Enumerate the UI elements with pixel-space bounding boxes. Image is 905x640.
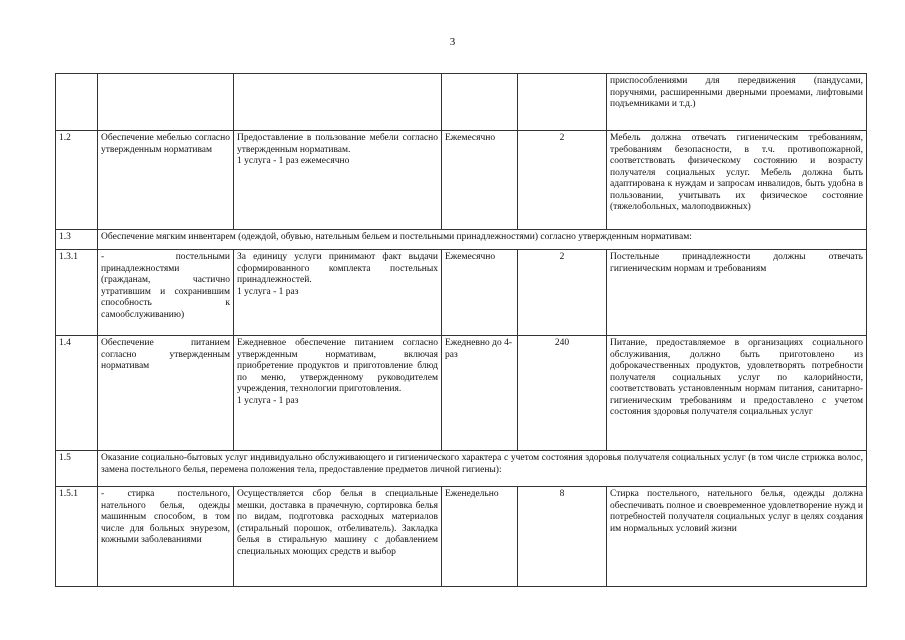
row-number: 1.2: [56, 131, 98, 230]
section-heading: Оказание социально-бытовых услуг индивидуально обслуживающего и гигиенического характера с учетом состояния здоровья получателя социальных услуг (в том числе стрижка волос, замена постельного белья, перемена положения тела, предоставление предметов личной гигиены):: [98, 451, 867, 487]
row-number: 1.4: [56, 336, 98, 451]
row-number: [56, 74, 98, 131]
row-number: 1.5.1: [56, 487, 98, 587]
row-number: 1.5: [56, 451, 98, 487]
quality-indicator: приспособлениями для передвижения (пандусами, поручнями, расширенными дверными проемами, лифтовыми подъемниками и т.д.): [607, 74, 867, 131]
service-content: [234, 74, 442, 131]
service-name: Обеспечение питанием согласно утвержденным нормативам: [98, 336, 234, 451]
service-name: [98, 74, 234, 131]
row-number: 1.3.1: [56, 250, 98, 336]
service-period: Ежемесячно: [442, 131, 518, 230]
table-row: [56, 74, 867, 131]
service-volume: 8: [518, 487, 607, 587]
quality-indicator: Постельные принадлежности должны отвечать гигиеническим нормам и требованиям: [607, 250, 867, 336]
services-table: [55, 73, 867, 587]
section-heading: Обеспечение мягким инвентарем (одеждой, обувью, нательным бельем и постельными принадлежностями) согласно утвержденным нормативам:: [98, 230, 867, 250]
service-volume: 240: [518, 336, 607, 451]
table-row: [56, 230, 867, 250]
service-period: Еженедельно: [442, 487, 518, 587]
service-content: Осуществляется сбор белья в специальные мешки, доставка в прачечную, сортировка белья по видам, подготовка расходных материалов (стиральный порошок, отбеливатель). Закладка белья в стиральную машину с добавлением специальных моющих средств и выбор: [234, 487, 442, 587]
table-row: [56, 336, 867, 451]
quality-indicator: Питание, предоставляемое в организациях социального обслуживания, должно быть приготовлено из доброкачественных продуктов, удовлетворять потребности получателя социальных услуг по калорийности, соответствовать установленным нормам питания, санитарно-гигиеническим требованиям и предоставлено с учетом состояния здоровья получателя социальных услуг: [607, 336, 867, 451]
service-volume: 2: [518, 250, 607, 336]
row-number: 1.3: [56, 230, 98, 250]
table-row: [56, 250, 867, 336]
service-volume: [518, 74, 607, 131]
service-period: [442, 74, 518, 131]
service-name: - стирка постельного, нательного белья, одежды машинным способом, в том числе для больных энурезом, кожными заболеваниями: [98, 487, 234, 587]
service-content: За единицу услуги принимают факт выдачи сформированного комплекта постельных принадлежностей. 1 услуга - 1 раз: [234, 250, 442, 336]
service-period: Ежедневно до 4-раз: [442, 336, 518, 451]
service-content: Ежедневное обеспечение питанием согласно утвержденным нормативам, включая приобретение продуктов и приготовление блюд по меню, утвержденному руководителем учреждения, технологии приготовления. 1 услуга - 1 раз: [234, 336, 442, 451]
table-row: [56, 451, 867, 487]
service-name: Обеспечение мебелью согласно утвержденным нормативам: [98, 131, 234, 230]
page-number: 3: [449, 36, 456, 48]
service-name: - постельными принадлежностями (гражданам, частично утратившим и сохранившим способность к самообслуживанию): [98, 250, 234, 336]
quality-indicator: Стирка постельного, нательного белья, одежды должна обеспечивать полное и своевременное удовлетворение нужд и потребностей получателя социальных услуг в целях создания им нормальных условий жизни: [607, 487, 867, 587]
table-row: [56, 487, 867, 587]
service-content: Предоставление в пользование мебели согласно утвержденным нормативам. 1 услуга - 1 раз ежемесячно: [234, 131, 442, 230]
service-period: Ежемесячно: [442, 250, 518, 336]
quality-indicator: Мебель должна отвечать гигиеническим требованиям, требованиям безопасности, в т.ч. противопожарной, соответствовать физическому состоянию и возрасту получателя социальных услуг. Мебель должна быть адаптирована к нуждам и запросам инвалидов, быть удобна в пользовании, учитывать их физическое состояние (тяжелобольных, малоподвижных): [607, 131, 867, 230]
service-volume: 2: [518, 131, 607, 230]
table-row: [56, 131, 867, 230]
